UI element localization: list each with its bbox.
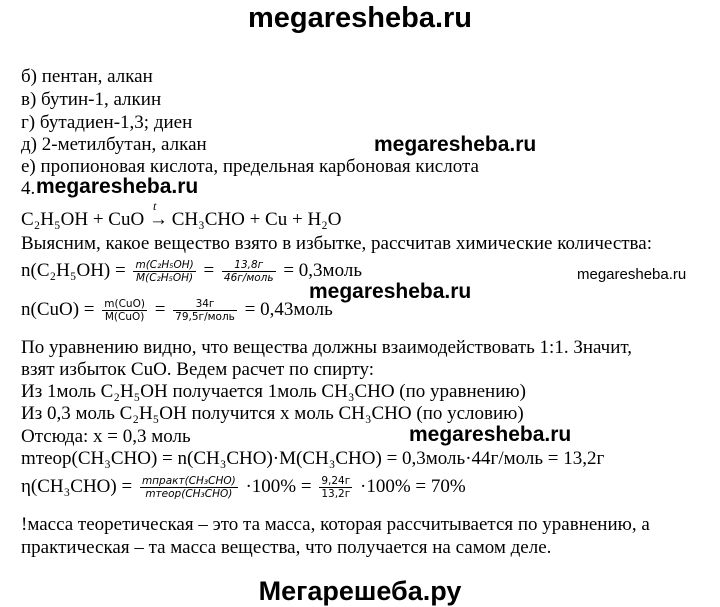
fraction-denominator: 79,5г/моль: [175, 311, 235, 324]
task-number: 4.: [21, 178, 36, 199]
note-line-1: !масса теоретическая – это та масса, которая рассчитывается по уравнению, а: [21, 514, 650, 535]
yield-mid: ·100% =: [245, 476, 312, 497]
yield-label: η(CH₃CHO) =: [21, 476, 133, 497]
fraction-mass-over-molar: [102, 298, 147, 323]
proportion-line-1: Из 1моль C₂H₅OH получается 1моль CH₃CHO (по уравнению): [21, 381, 526, 402]
n-ethanol-result: = 0,3моль: [283, 260, 362, 281]
proportion-line-2: Из 0,3 моль C₂H₅OH получится x моль CH₃CHO (по условию): [21, 403, 524, 424]
fraction-numerator: m(C₂H₅OH): [135, 259, 194, 272]
fraction-numerator: 13,8г: [222, 259, 276, 272]
fraction-numerator: m(CuO): [104, 298, 145, 311]
n-cuo-line: [21, 297, 333, 323]
n-ethanol-label: n(C₂H₅OH) =: [21, 260, 126, 281]
reaction-arrow: t →: [149, 209, 167, 230]
fraction-values: [222, 259, 276, 284]
explain-line: Выясним, какое вещество взято в избытке, рассчитав химические количества:: [21, 233, 652, 254]
list-item-e: е) пропионовая кислота, предельная карбоновая кислота: [21, 156, 479, 177]
arrow-condition: t: [152, 199, 157, 213]
equation-left: C₂H₅OH + CuO: [21, 209, 145, 230]
equals-sign: =: [154, 299, 166, 320]
yield-line: [21, 474, 466, 500]
hence-line: Отсюда: x = 0,3 моль: [21, 426, 191, 447]
watermark-top: megaresheba.ru: [247, 2, 473, 34]
watermark-mid-4: megaresheba.ru: [409, 423, 572, 446]
watermark-mid-3: megaresheba.ru: [309, 280, 472, 303]
watermark-bottom: Мегарешеба.ру: [258, 576, 462, 606]
equals-sign: =: [203, 260, 215, 281]
paragraph-line-2: взят избыток CuO. Ведем расчет по спирту:: [21, 359, 375, 380]
paragraph-line-1: По уравнению видно, что вещества должны взаимодействовать 1:1. Значит,: [21, 337, 633, 358]
reaction-equation: [21, 199, 342, 230]
note-line-2: практическая – та масса вещества, что получается на самом деле.: [21, 537, 552, 558]
list-item-b: б) пентан, алкан: [21, 66, 153, 87]
fraction-numerator: mпракт(CH₃CHO): [141, 475, 236, 488]
fraction-values: [319, 475, 352, 500]
task-number-line: [21, 178, 35, 199]
fraction-practical-over-theoretical: [140, 475, 238, 500]
n-cuo-label: n(CuO) =: [21, 299, 95, 320]
list-item-v: в) бутин-1, алкин: [21, 89, 162, 110]
fraction-values: [173, 298, 237, 323]
watermark-mid-2: megaresheba.ru: [36, 175, 199, 198]
fraction-denominator: mтеор(CH₃CHO): [145, 488, 233, 501]
n-cuo-result: = 0,43моль: [244, 299, 333, 320]
fraction-denominator: 13,2г: [321, 488, 351, 501]
fraction-numerator: 9,24г: [321, 475, 351, 488]
watermark-small: megaresheba.ru: [577, 266, 687, 283]
list-item-g: г) бутадиен-1,3; диен: [21, 112, 193, 133]
fraction-denominator: M(C₂H₅OH): [136, 272, 194, 285]
watermark-mid-1: megaresheba.ru: [374, 133, 537, 156]
list-item-d: д) 2-метилбутан, алкан: [21, 134, 207, 155]
fraction-mass-over-molar: [133, 259, 195, 284]
fraction-numerator: 34г: [173, 298, 237, 311]
yield-result: ·100% = 70%: [360, 476, 466, 497]
theoretical-mass-line: mтеор(CH₃CHO) = n(CH₃CHO)·M(CH₃CHO) = 0,3моль·44г/моль = 13,2г: [21, 448, 605, 469]
equation-right: CH₃CHO + Cu + H₂O: [171, 209, 342, 230]
fraction-denominator: 46г/моль: [223, 272, 274, 285]
fraction-denominator: M(CuO): [104, 311, 145, 324]
